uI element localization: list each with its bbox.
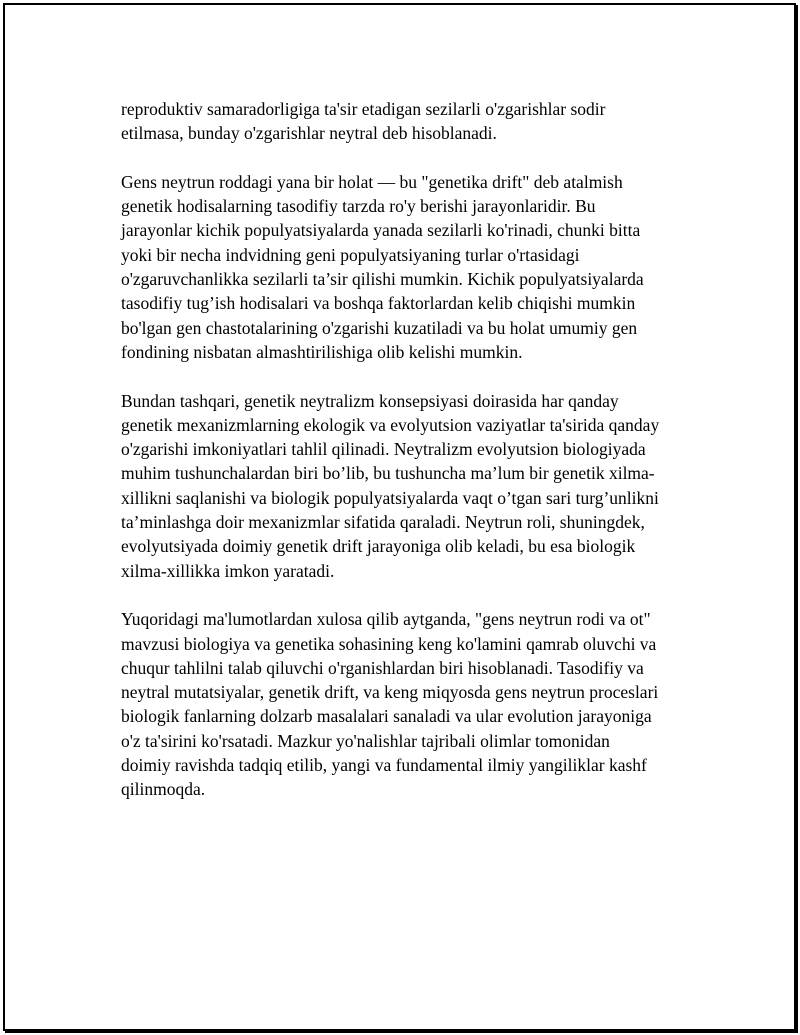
- page-frame: [3, 3, 796, 1031]
- text-line: yoki bir necha indvidning geni populyatsiyaning turlar o'rtasidagi: [121, 244, 580, 265]
- text-line: fondining nisbatan almashtirilishiga olib kelishi mumkin.: [121, 341, 523, 362]
- text-line: o'z ta'sirini ko'rsatadi. Mazkur yo'nalishlar tajribali olimlar tomonidan: [121, 730, 610, 751]
- text-line: tasodifiy tug’ish hodisalari va boshqa faktorlardan kelib chiqishi mumkin: [121, 293, 636, 314]
- text-line: Gens neytrun roddagi yana bir holat — bu "genetika drift" deb atalmish: [121, 171, 623, 192]
- text-line: Bundan tashqari, genetik neytralizm konsepsiyasi doirasida har qanday: [121, 390, 619, 411]
- text-line: genetik mexanizmlarning ekologik va evolyutsion vaziyatlar ta'sirida qanday: [121, 414, 660, 435]
- text-line: reproduktiv samaradorligiga ta'sir etadigan sezilarli o'zgarishlar sodir: [121, 99, 606, 119]
- paragraph-2: [121, 170, 691, 364]
- text-line: ta’minlashga doir mexanizmlar sifatida qaraladi. Neytrun roli, shuningdek,: [121, 512, 645, 533]
- paragraph-1: [121, 97, 691, 146]
- text-line: muhim tushunchalardan biri bo’lib, bu tushuncha ma’lum bir genetik xilma-: [121, 463, 655, 484]
- text-line: doimiy ravishda tadqiq etilib, yangi va fundamental ilmiy yangiliklar kashf: [121, 755, 647, 776]
- text-line: neytral mutatsiyalar, genetik drift, va keng miqyosda gens neytrun proceslari: [121, 682, 659, 703]
- text-line: chuqur tahlilni talab qiluvchi o'rganishlardan biri hisoblanadi. Tasodifiy va: [121, 657, 644, 678]
- text-line: genetik hodisalarning tasodifiy tarzda ro'y berishi jarayonlaridir. Bu: [121, 196, 596, 217]
- text-line: qilinmoqda.: [121, 779, 206, 800]
- text-line: o'zgaruvchanlikka sezilarli ta’sir qilishi mumkin. Kichik populyatsiyalarda: [121, 269, 644, 290]
- paragraph-4: [121, 607, 691, 801]
- text-line: xillikni saqlanishi va biologik populyatsiyalarda vaqt o’tgan sari turg’unlikni: [121, 487, 659, 508]
- text-line: o'zgarishi imkoniyatlari tahlil qilinadi. Neytralizm evolyutsion biologiyada: [121, 439, 646, 460]
- text-line: Yuqoridagi ma'lumotlardan xulosa qilib aytganda, "gens neytrun rodi va ot": [121, 609, 651, 630]
- text-line: xilma-xillikka imkon yaratadi.: [121, 560, 335, 581]
- text-line: bo'lgan gen chastotalarining o'zgarishi kuzatiladi va bu holat umumiy gen: [121, 317, 638, 338]
- text-line: evolyutsiyada doimiy genetik drift jarayoniga olib keladi, bu esa biologik: [121, 536, 636, 557]
- text-line: mavzusi biologiya va genetika sohasining keng ko'lamini qamrab oluvchi va: [121, 633, 657, 654]
- text-line: etilmasa, bunday o'zgarishlar neytral deb hisoblanadi.: [121, 123, 497, 144]
- document-body: [121, 97, 691, 826]
- paragraph-3: [121, 389, 691, 583]
- text-line: jarayonlar kichik populyatsiyalarda yanada sezilarli ko'rinadi, chunki bitta: [121, 220, 641, 241]
- text-line: biologik fanlarning dolzarb masalalari sanaladi va ular evolution jarayoniga: [121, 706, 652, 727]
